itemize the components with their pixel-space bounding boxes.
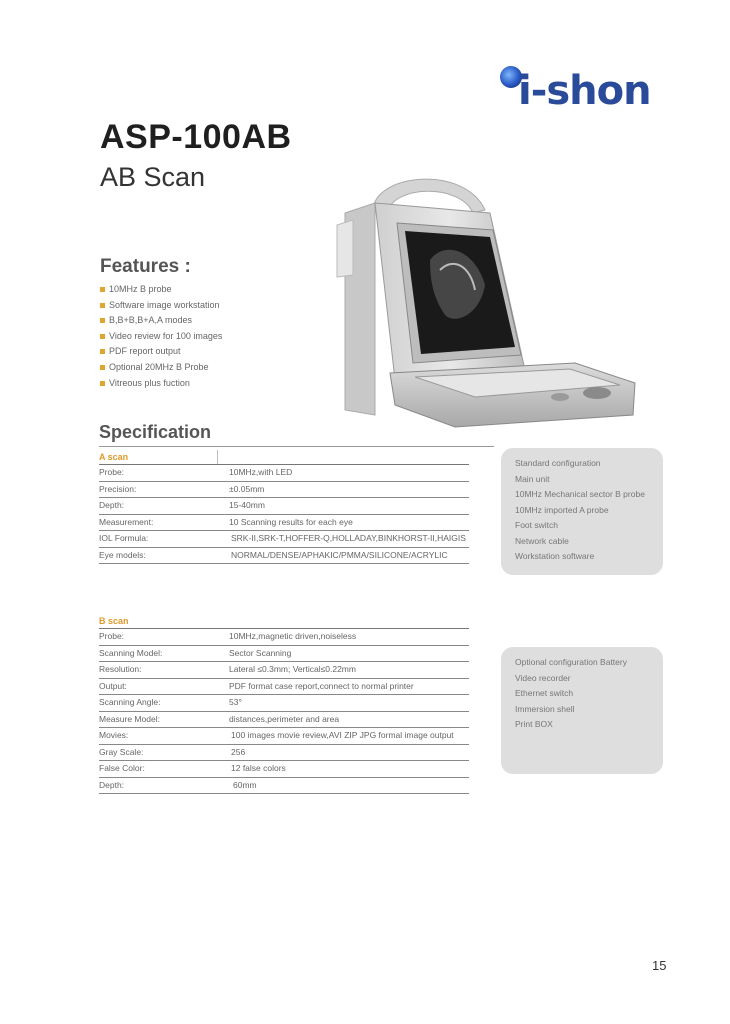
spec-value: 10MHz,with LED [229, 467, 293, 477]
specification-divider [99, 446, 494, 447]
feature-item: Software image workstation [100, 298, 222, 314]
spec-key: Gray Scale: [99, 746, 144, 757]
table-row [99, 712, 469, 729]
table-row [99, 778, 469, 795]
spec-value: 53° [229, 697, 242, 707]
feature-item: PDF report output [100, 344, 222, 360]
b-scan-label-text: B scan [99, 616, 129, 626]
spec-key: Scanning Model: [99, 647, 163, 658]
spec-key: Depth: [99, 779, 125, 790]
spec-key: Probe: [99, 467, 125, 477]
spec-value: 15-40mm [229, 500, 265, 510]
feature-item: Vitreous plus fuction [100, 376, 222, 392]
table-row [99, 465, 469, 482]
product-subtitle: AB Scan [100, 162, 206, 192]
spec-key: Output: [99, 680, 127, 691]
feature-item: B,B+B,B+A,A modes [100, 313, 222, 329]
a-scan-label-text: A scan [99, 452, 129, 462]
config-item: Workstation software [515, 551, 595, 561]
spec-value: 10 Scanning results for each eye [229, 516, 353, 527]
spec-value: Sector Scanning [229, 647, 292, 658]
features-list [100, 282, 222, 391]
spec-value: 100 images movie review,AVI ZIP JPG formal image output [231, 730, 454, 740]
config-item: Print BOX [515, 719, 553, 729]
b-scan-label [99, 614, 469, 629]
spec-key: Eye models: [99, 549, 146, 560]
standard-configuration-panel [501, 448, 663, 575]
optional-configuration-heading: Optional configuration Battery [515, 657, 627, 667]
spec-key: Scanning Angle: [99, 697, 161, 707]
spec-value: distances,perimeter and area [229, 713, 340, 724]
table-row [99, 728, 469, 745]
specification-heading: Specification [99, 422, 212, 442]
spec-key: Movies: [99, 730, 129, 740]
b-scan-table [99, 614, 469, 794]
spec-key: Precision: [99, 483, 137, 494]
config-item: Immersion shell [515, 703, 575, 714]
table-row [99, 662, 469, 679]
brand-logo [498, 66, 654, 118]
table-row [99, 695, 469, 712]
spec-value: 10MHz,magnetic driven,noiseless [229, 631, 357, 641]
spec-key: IOL Formula: [99, 533, 149, 543]
page-number: 15 [652, 958, 667, 973]
table-row [99, 629, 469, 646]
feature-item: 10MHz B probe [100, 282, 222, 298]
ultrasound-device-image [335, 165, 640, 430]
features-heading: Features : [100, 256, 191, 277]
spec-value: Lateral ≤0.3mm; Vertical≤0.22mm [229, 664, 356, 674]
table-row [99, 515, 469, 532]
a-scan-table [99, 450, 469, 564]
spec-value: SRK-II,SRK-T,HOFFER-Q,HOLLADAY,BINKHORST-II,HAIGIS [231, 533, 466, 543]
table-row [99, 745, 469, 762]
config-item: Main unit [515, 473, 550, 484]
a-scan-label [99, 450, 469, 465]
model-title: ASP-100AB [100, 118, 292, 156]
spec-key: Probe: [99, 631, 125, 641]
spec-value: ±0.05mm [229, 483, 265, 494]
config-item: Ethernet switch [515, 688, 574, 698]
spec-value: 12 false colors [231, 763, 286, 773]
table-row [99, 646, 469, 663]
spec-key: Depth: [99, 500, 125, 510]
spec-value: NORMAL/DENSE/APHAKIC/PMMA/SILICONE/ACRYLIC [231, 549, 448, 560]
feature-item: Optional 20MHz B Probe [100, 360, 222, 376]
config-item: 10MHz Mechanical sector B probe [515, 489, 645, 499]
table-row [99, 498, 469, 515]
config-item: 10MHz imported A probe [515, 504, 609, 515]
optional-configuration-panel [501, 647, 663, 774]
spec-value: 60mm [233, 779, 257, 790]
config-item: Video recorder [515, 672, 571, 683]
spec-key: False Color: [99, 763, 145, 773]
config-item: Foot switch [515, 520, 558, 530]
spec-value: 256 [231, 746, 246, 757]
standard-configuration-heading: Standard configuration [515, 458, 601, 468]
spec-key: Resolution: [99, 664, 142, 674]
spec-key: Measurement: [99, 516, 154, 527]
logo-text: i-shon [518, 68, 651, 114]
spec-key: Measure Model: [99, 713, 160, 724]
table-row [99, 548, 469, 565]
table-row [99, 531, 469, 548]
table-row [99, 482, 469, 499]
config-item: Network cable [515, 535, 569, 546]
spec-value: PDF format case report,connect to normal printer [229, 680, 414, 691]
table-row [99, 761, 469, 778]
table-row [99, 679, 469, 696]
feature-item: Video review for 100 images [100, 329, 222, 345]
